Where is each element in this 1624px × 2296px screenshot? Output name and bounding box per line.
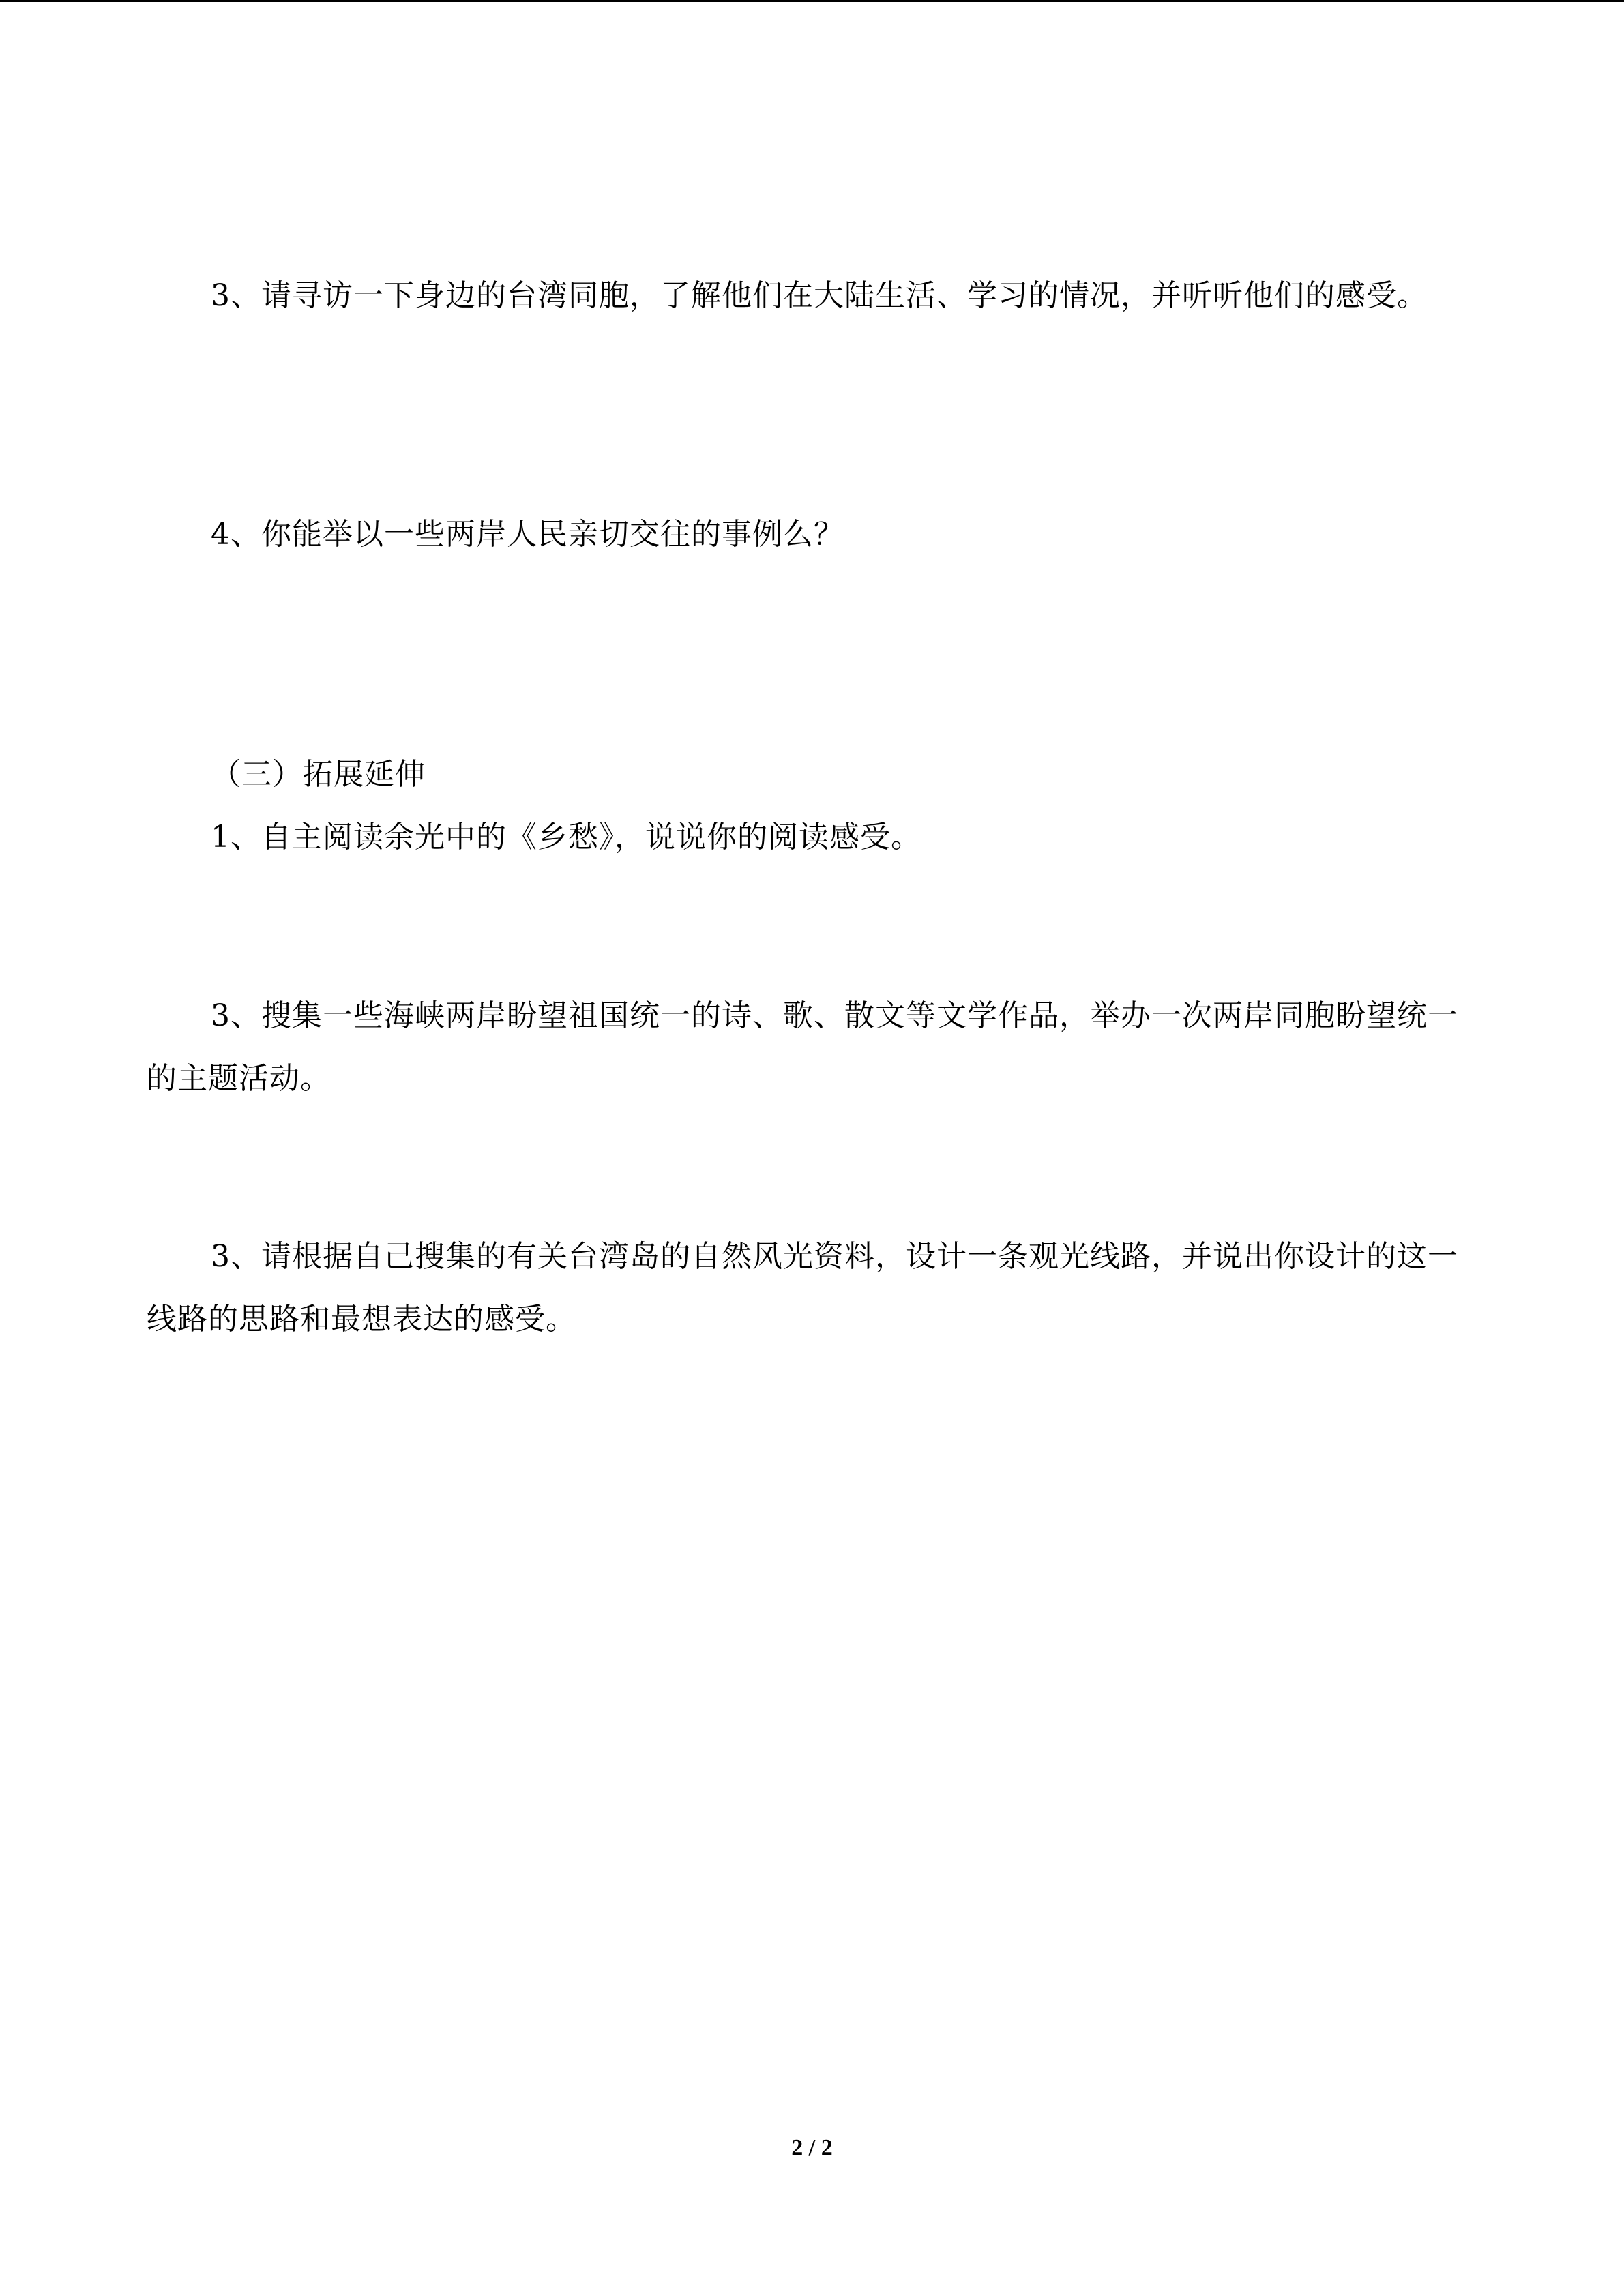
extension-item-1-reading: 1、自主阅读余光中的《乡愁》，说说你的阅读感受。: [211, 820, 921, 854]
page-number: 2 / 2: [791, 2135, 833, 2160]
section-heading-extension: （三）拓展延伸: [211, 757, 426, 792]
extension-item-3-collect-works: 3、搜集一些海峡两岸盼望祖国统一的诗、歌、散文等文学作品，举办一次两岸同胞盼望统一的主题活动。: [147, 998, 1458, 1096]
question-3-visit-compatriots: 3、请寻访一下身边的台湾同胞，了解他们在大陆生活、学习的情况，并听听他们的感受。: [211, 278, 1428, 313]
question-4-exchange-examples: 4、你能举以一些两岸人民亲切交往的事例么？: [211, 517, 844, 552]
page-top-border: [0, 0, 1624, 2]
extension-item-3-design-route: 3、请根据自己搜集的有关台湾岛的自然风光资料，设计一条观光线路，并说出你设计的这一线路的思路和最想表达的感受。: [147, 1239, 1458, 1337]
